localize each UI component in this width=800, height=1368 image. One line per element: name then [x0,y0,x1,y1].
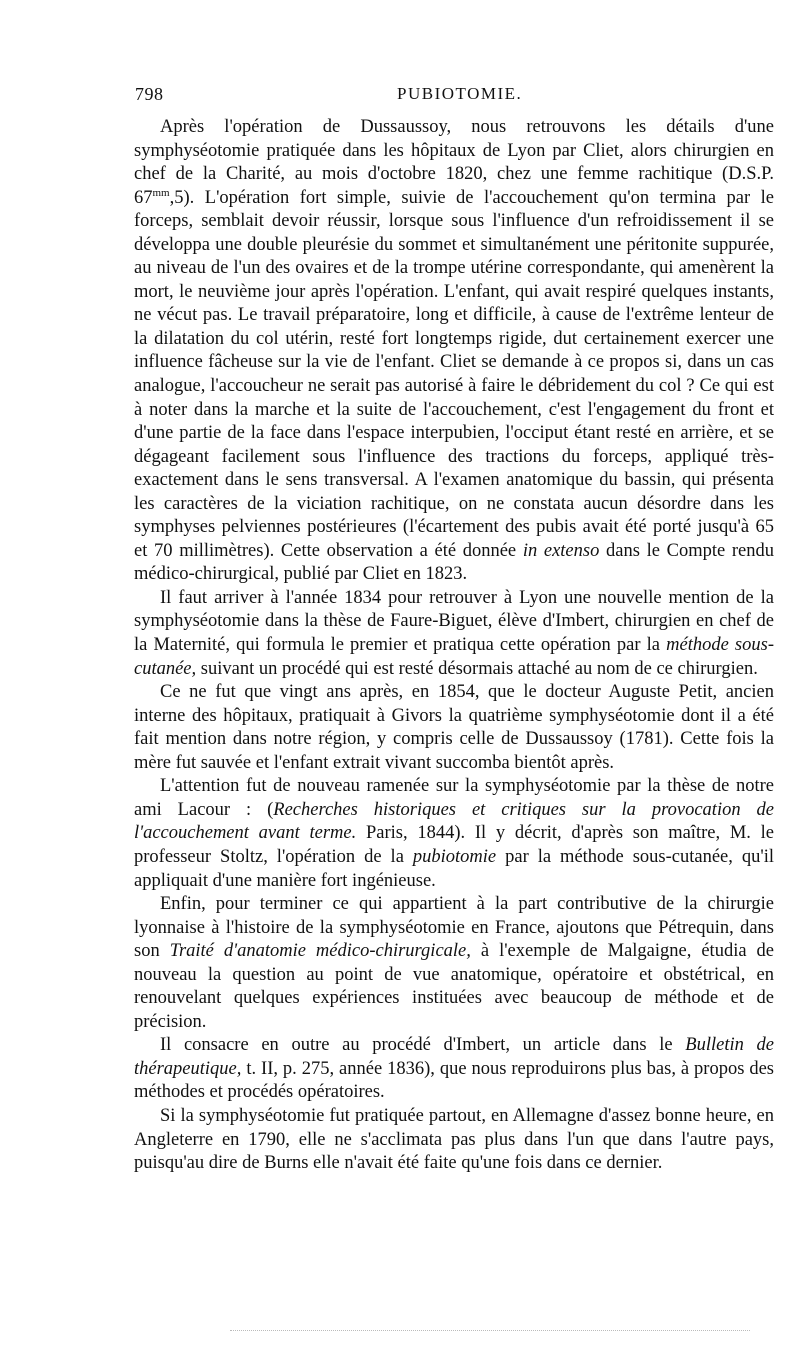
running-head: PUBIOTOMIE. [397,84,523,103]
paragraph-4: L'attention fut de nouveau ramenée sur la symphyséotomie par la thèse de notre ami Lacour : (Recherches historiques et critiques sur la provocation de l'accouchement avant terme. Paris, 1844). Il y décrit, d'après son maître, M. le professeur Stoltz, l'opération de la pubiotomie par la méthode sous-cutanée, qu'il appliquait d'une manière fort ingénieuse. [134,776,774,891]
body-text [134,116,774,1176]
paragraph-2: Il faut arriver à l'année 1834 pour retrouver à Lyon une nouvelle mention de la symphyséotomie dans la thèse de Faure-Biguet, élève d'Imbert, chirurgien en chef de la Maternité, qui formula le premier et pratiqua cette opération par la méthode sous-cutanée, suivant un procédé qui est resté désormais attaché au nom de ce chirurgien. [134,587,774,679]
print-smudge [230,1330,750,1332]
paragraph-7: Si la symphyséotomie fut pratiquée partout, en Allemagne d'assez bonne heure, en Angleterre en 1790, elle ne s'acclimata pas plus dans l'un que dans l'autre pays, puisqu'au dire de Burns elle n'avait été faite qu'une fois dans ce dernier. [134,1105,774,1174]
paragraph-1: Après l'opération de Dussaussoy, nous retrouvons les détails d'une symphyséotomie pratiquée dans les hôpitaux de Lyon par Cliet, alors chirurgien en chef de la Charité, au mois d'octobre 1820, chez une femme rachitique (D.S.P. $67^{mm},5$). L'opération fort simple, suivie de l'accouchement qu'on termina par le forceps, semblait devoir réussir, lorsque sous l'influence d'un refroidissement il se développa une double pleurésie du sommet et simultanément une péritonite suppurée, au niveau de l'un des ovaires et de la trompe utérine correspondante, qui amenèrent la mort, le neuvième jour après l'opération. L'enfant, qui avait respiré quelques instants, ne vécut pas. Le travail préparatoire, long et difficile, à cause de l'extrême lenteur de la dilatation du col utérin, resté fort longtemps rigide, dut certainement exercer une influence fâcheuse sur la vie de l'enfant. Cliet se demande à ce propos si, dans un cas analogue, l'accoucheur ne serait pas autorisé à faire le débridement du col ? Ce qui est à noter dans la marche et la suite de l'accouchement, c'est l'engagement du front et d'une partie de la face dans l'espace interpubien, l'occiput étant resté en arrière, et se dégageant facilement sous l'influence des tractions du forceps, appliqué très-exactement dans le sens transversal. A l'examen anatomique du bassin, qui présenta les caractères de la viciation rachitique, on ne constata aucun désordre dans les symphyses pelviennes postérieures (l'écartement des pubis avait été porté jusqu'à 65 et 70 millimètres). Cette observation a été donnée in extenso dans le Compte rendu médico-chirurgical, publié par Cliet en 1823. [134,117,775,585]
page-number: 798 [135,84,164,104]
paragraph-3: Ce ne fut que vingt ans après, en 1854, que le docteur Auguste Petit, ancien interne des hôpitaux, pratiquait à Givors la quatrième symphyséotomie dont il a été fait mention dans notre région, y compris celle de Dussaussoy (1781). Cette fois la mère fut sauvée et l'enfant extrait vivant succomba bientôt après. [134,682,774,773]
page-header [135,84,775,114]
paragraph-6: Il consacre en outre au procédé d'Imbert, un article dans le Bulletin de thérapeutique, t. II, p. 275, année 1836), que nous reproduirons plus bas, à propos des méthodes et procédés opératoires. [134,1035,774,1103]
paragraph-5: Enfin, pour terminer ce qui appartient à la part contributive de la chirurgie lyonnaise à l'histoire de la symphyséotomie en France, ajoutons que Pétrequin, dans son Traité d'anatomie médico-chirurgicale, à l'exemple de Malgaigne, étudia de nouveau la question au point de vue anatomique, opératoire et obstétrical, en renouvelant quelques expériences instituées avec beaucoup de méthode et de précision. [134,894,774,1032]
